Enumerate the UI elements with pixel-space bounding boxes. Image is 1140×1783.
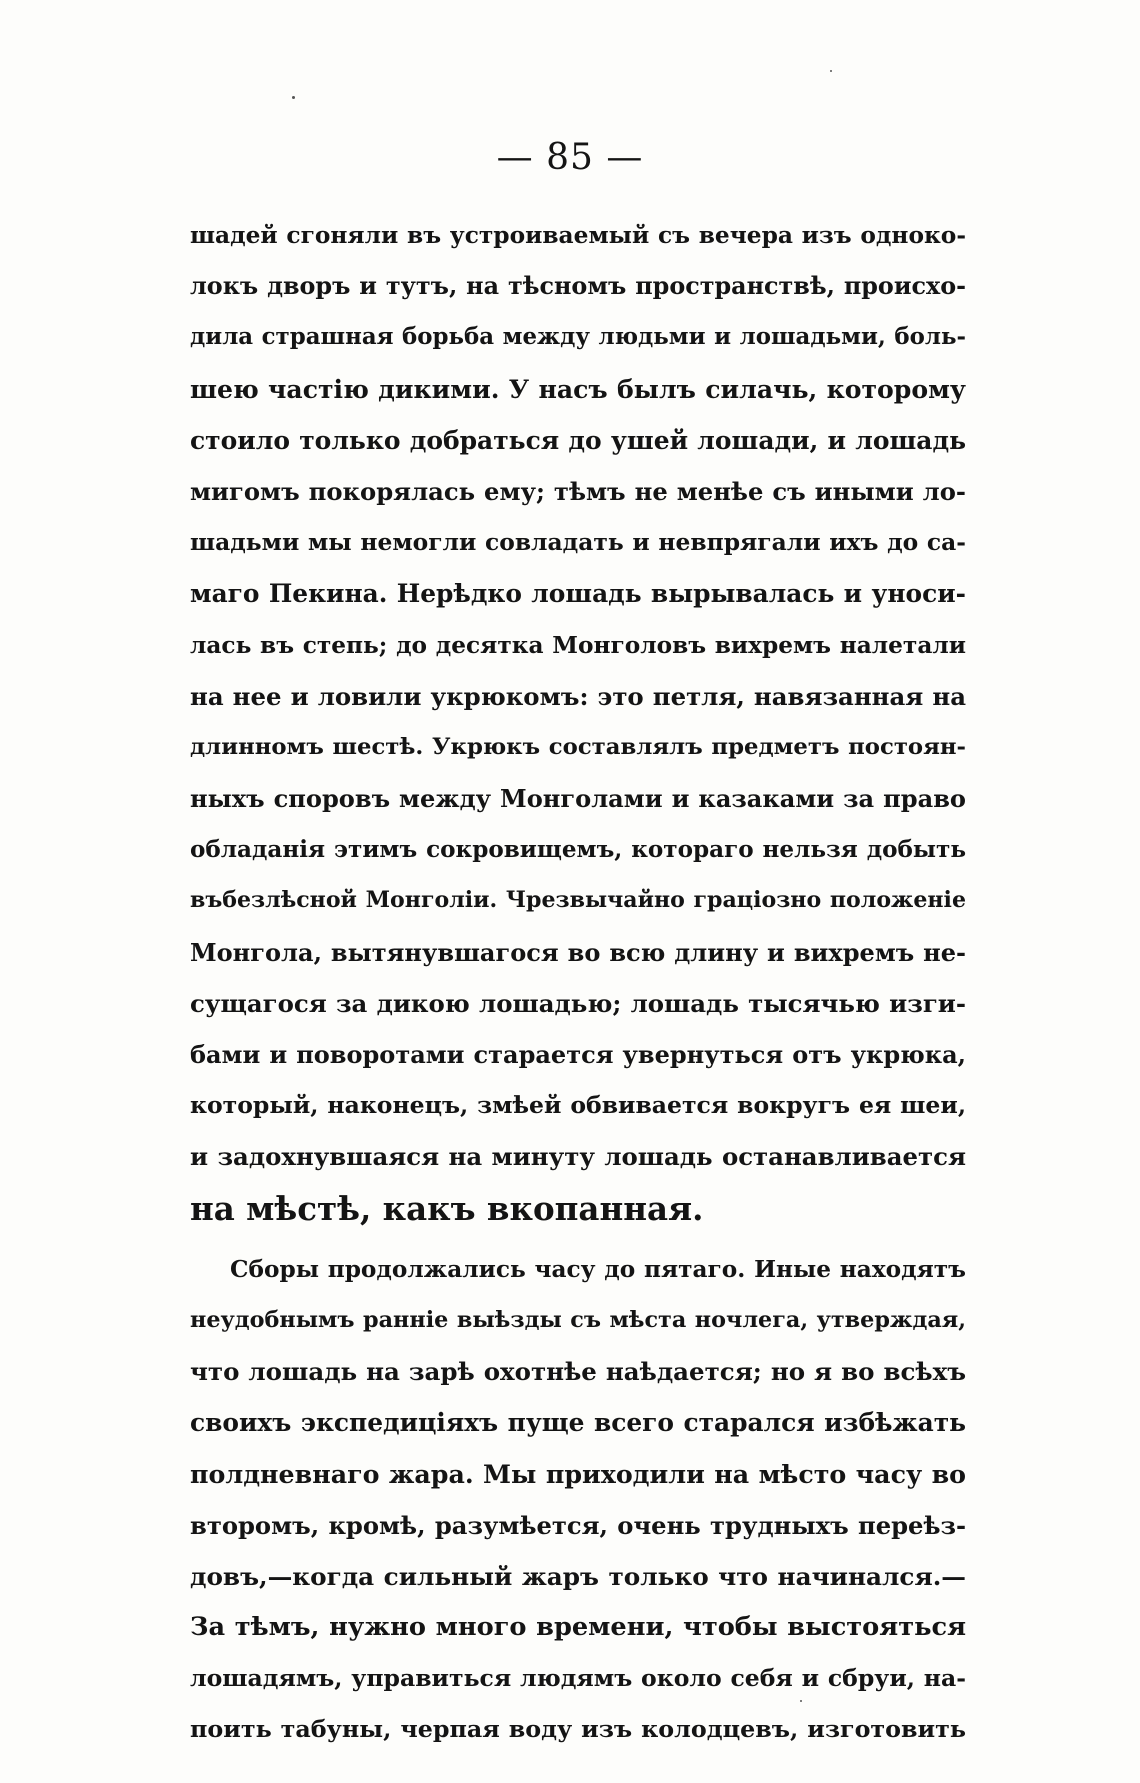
print-speck	[830, 70, 832, 72]
body-text	[190, 210, 966, 1756]
text-line: мигомъ покорялась ему; тѣмъ не менѣе съ иными ло-	[190, 476, 966, 506]
paragraph-1	[190, 210, 966, 1234]
paragraph-2	[190, 1244, 966, 1756]
text-line: который, наконецъ, змѣей обвивается вокругъ ея шеи,	[190, 1091, 966, 1120]
text-line: въбезлѣсной Монголіи. Чрезвычайно граціозно положеніе	[190, 887, 966, 914]
text-line: лась въ степь; до десятка Монголовъ вихремъ налетали	[190, 631, 966, 659]
text-line: дила страшная борьба между людьми и лошадьми, боль-	[190, 324, 966, 351]
page-number: — 85 —	[496, 137, 644, 178]
text-line: лошадямъ, управиться людямъ около себя и сбруи, на-	[190, 1664, 966, 1693]
text-line: шадей сгоняли въ устроиваемый съ вечера изъ одноко-	[190, 222, 966, 249]
text-line: своихъ экспедиціяхъ пуще всего старался избѣжать	[190, 1408, 966, 1438]
text-line: полдневнаго жара. Мы приходили на мѣсто часу во	[190, 1458, 966, 1489]
text-line: на нее и ловили укрюкомъ: это петля, навязанная на	[190, 681, 966, 711]
text-line: обладанія этимъ сокровищемъ, котораго нельзя добыть	[190, 836, 966, 864]
text-line: поить табуны, черпая воду изъ колодцевъ, изготовить	[190, 1715, 966, 1744]
text-line: Монгола, вытянувшагося во всю длину и вихремъ не-	[190, 937, 966, 967]
text-line: бами и поворотами старается увернуться отъ укрюка,	[190, 1040, 966, 1069]
paragraph-gap	[190, 1234, 966, 1244]
text-line: на мѣстѣ, какъ вкопанная.	[190, 1188, 704, 1228]
text-line: что лошадь на зарѣ охотнѣе наѣдается; но я во всѣхъ	[190, 1357, 966, 1387]
text-line: Сборы продолжались часу до пятаго. Иные находятъ	[230, 1255, 966, 1283]
text-line: стоило только добраться до ушей лошади, и лошадь	[190, 425, 966, 455]
text-line: шадьми мы немогли совладать и невпрягали ихъ до са-	[190, 528, 966, 557]
text-line: довъ,—когда сильный жаръ только что начинался.—	[190, 1561, 966, 1591]
text-line: длинномъ шестѣ. Укрюкъ составлялъ предметъ постоян-	[190, 733, 966, 760]
text-line: неудобнымъ ранніе выѣзды съ мѣста ночлега, утверждая,	[190, 1306, 966, 1333]
text-line: За тѣмъ, нужно много времени, чтобы выстояться	[190, 1612, 966, 1643]
text-line: маго Пекина. Нерѣдко лошадь вырывалась и уноси-	[190, 579, 966, 609]
print-speck	[292, 96, 295, 99]
text-line: шею частію дикими. У насъ былъ силачь, которому	[190, 373, 966, 404]
text-line: локъ дворъ и тутъ, на тѣсномъ пространствѣ, происхо-	[190, 272, 966, 301]
text-line: сущагося за дикою лошадью; лошадь тысячью изги-	[190, 988, 966, 1018]
text-line: второмъ, кромѣ, разумѣется, очень трудныхъ переѣз-	[190, 1510, 966, 1540]
text-line: ныхъ споровъ между Монголами и казаками за право	[190, 784, 966, 814]
text-line: и задохнувшаяся на минуту лошадь останавливается	[190, 1142, 966, 1172]
